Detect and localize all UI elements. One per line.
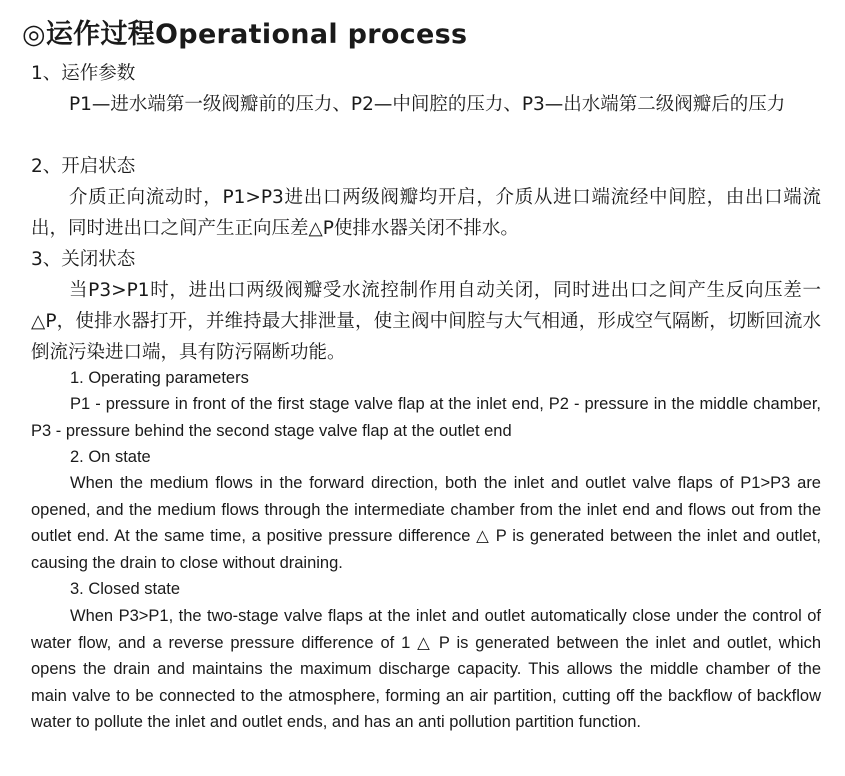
en-section-2-body: When the medium flows in the forward direction, both the inlet and outlet valve flaps of P1>P3 are opened, and the medium flows through the intermediate chamber from the inlet end and flows out from the outlet end. At the same time, a positive pressure difference △ P is generated between the inlet and outlet, causing the drain to close without draining. — [31, 474, 821, 572]
en-section-3-heading: 3. Closed state — [70, 580, 181, 598]
en-section-2-heading: 2. On state — [70, 448, 151, 466]
cn-section-3-heading: 3、关闭状态 — [31, 249, 136, 270]
cn-section-2-heading: 2、开启状态 — [31, 156, 136, 177]
en-section-1-body: P1 - pressure in front of the first stage valve flap at the inlet end, P2 - pressure in the middle chamber, P3 - pressure behind the second stage valve flap at the outlet end — [31, 395, 821, 440]
cn-section-1-heading: 1、运作参数 — [31, 63, 136, 84]
en-section-3-body: When P3>P1, the two-stage valve flaps at the inlet and outlet automatically close under the control of water flow, and a reverse pressure difference of 1 △ P is generated between the inlet and outlet, which opens the drain and maintains the maximum discharge capacity. This allows the middle chamber of the main valve to be connected to the atmosphere, forming an air partition, cutting off the backflow of backflow water to pollute the inlet and outlet ends, and has an anti pollution partition function. — [31, 607, 821, 731]
cn-section-1-body: P1—进水端第一级阀瓣前的压力、P2—中间腔的压力、P3—出水端第二级阀瓣后的压力 — [69, 94, 786, 115]
page-title: ◎运作过程Operational process — [22, 19, 468, 50]
en-section-1-heading: 1. Operating parameters — [70, 369, 249, 387]
cn-section-2-body: 介质正向流动时，P1>P3进出口两级阀瓣均开启，介质从进口端流经中间腔，由出口端流出，同时进出口之间产生正向压差△P使排水器关闭不排水。 — [31, 187, 821, 239]
cn-section-3-body: 当P3>P1时，进出口两级阀瓣受水流控制作用自动关闭，同时进出口之间产生反向压差一△P，使排水器打开，并维持最大排泄量，使主阀中间腔与大气相通，形成空气隔断，切断回流水倒流污染进口端，具有防污隔断功能。 — [31, 280, 821, 363]
